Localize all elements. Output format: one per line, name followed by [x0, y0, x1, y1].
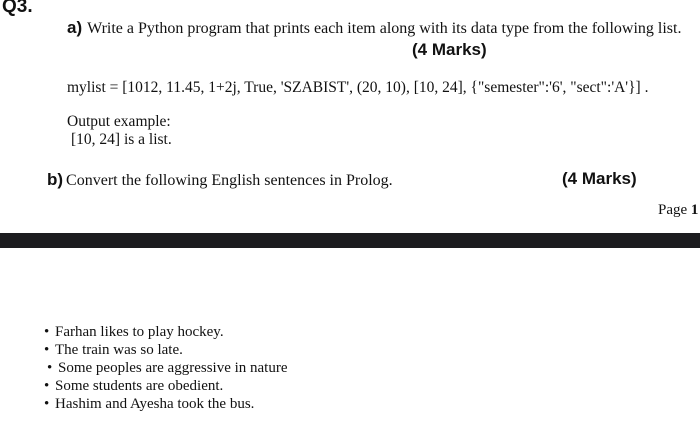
- list-item: [44, 341, 288, 359]
- sentence-text: Some students are obedient.: [55, 378, 224, 394]
- part-b-text: Convert the following English sentences in Prolog.: [66, 172, 393, 189]
- part-b-marks: (4 Marks): [562, 169, 637, 188]
- page-break-divider: [0, 233, 700, 248]
- output-example-label: Output example:: [67, 113, 171, 130]
- list-item: [44, 395, 288, 413]
- sentence-text: The train was so late.: [55, 342, 183, 358]
- output-example-text: [10, 24] is a list.: [71, 131, 172, 148]
- sentence-text: Farhan likes to play hockey.: [55, 324, 224, 340]
- sentence-list: [44, 323, 288, 413]
- sentence-text: Hashim and Ayesha took the bus.: [55, 396, 255, 412]
- sentence-text: Some peoples are aggressive in nature: [58, 360, 288, 376]
- part-a-marks: (4 Marks): [412, 40, 487, 59]
- part-b-label: b): [47, 170, 64, 189]
- bullet-icon: •: [47, 360, 53, 376]
- page-number-value: 1: [690, 202, 699, 218]
- bullet-icon: •: [44, 396, 50, 412]
- bullet-icon: •: [44, 342, 50, 358]
- bullet-icon: •: [44, 378, 50, 394]
- page-number: [658, 202, 698, 219]
- bullet-icon: •: [44, 324, 50, 340]
- part-a-text: Write a Python program that prints each item along with its data type from the following list.: [87, 20, 682, 37]
- part-b-prompt: [47, 170, 393, 190]
- question-number: Q3.: [2, 0, 33, 17]
- page-label: Page: [658, 202, 688, 218]
- list-item: [44, 323, 288, 341]
- list-item: [44, 359, 288, 377]
- part-a-label: a): [67, 18, 83, 37]
- mylist-definition: mylist = [1012, 11.45, 1+2j, True, 'SZABIST', (20, 10), [10, 24], {"semester":'6', "sect":'A'}] .: [67, 79, 649, 96]
- list-item: [44, 377, 288, 395]
- part-a-prompt: [67, 18, 681, 38]
